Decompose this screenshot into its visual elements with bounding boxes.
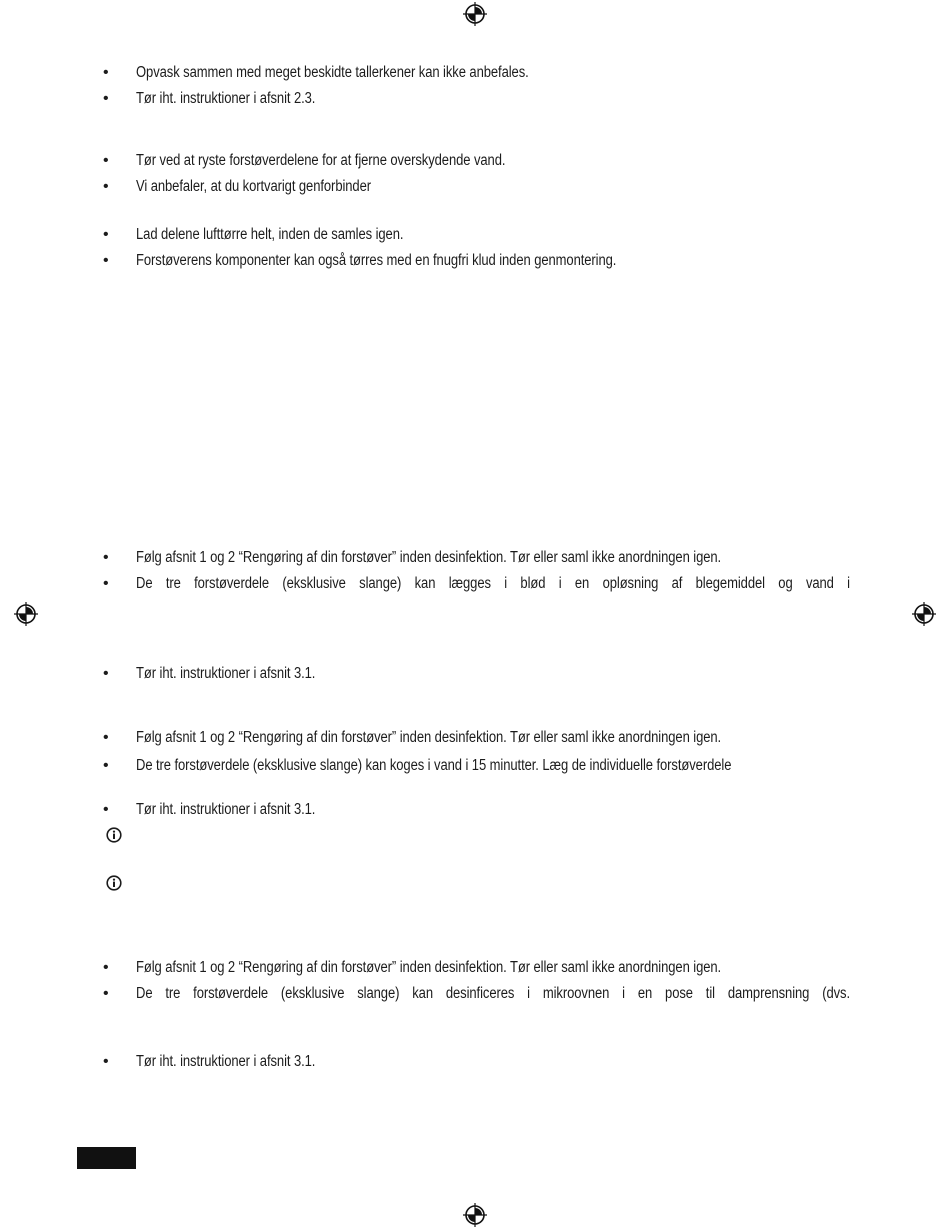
list-item	[103, 88, 349, 110]
list-item	[103, 799, 349, 821]
bullet: •	[103, 549, 109, 566]
list-item	[103, 176, 416, 198]
list-item-text: De tre forstøverdele (eksklusive slange) kan lægges i blød i en opløsning af blegemiddel og vand i	[136, 575, 850, 592]
info-circle-icon	[106, 827, 122, 843]
info-circle-icon	[106, 875, 122, 891]
list-item	[103, 983, 950, 1005]
list-item-text: De tre forstøverdele (eksklusive slange) kan koges i vand i 15 minutter. Læg de individuelle forstøverdele	[136, 757, 732, 774]
list-item	[103, 573, 950, 595]
list-item	[103, 250, 708, 272]
bullet: •	[103, 665, 109, 682]
list-item	[103, 224, 454, 246]
list-item-text: Lad delene lufttørre helt, inden de samles igen.	[136, 226, 404, 243]
list-item	[103, 62, 603, 84]
bullet: •	[103, 1053, 109, 1070]
list-item	[103, 755, 845, 777]
registration-mark-icon	[910, 600, 938, 628]
list-item	[103, 150, 576, 172]
bullet: •	[103, 757, 109, 774]
bullet: •	[103, 178, 109, 195]
list-item	[103, 547, 833, 569]
bullet: •	[103, 801, 109, 818]
bullet: •	[103, 729, 109, 746]
bullet: •	[103, 959, 109, 976]
list-item-text: Forstøverens komponenter kan også tørres med en fnugfri klud inden genmontering.	[136, 252, 617, 269]
list-item	[103, 727, 833, 749]
list-item-text: Tør iht. instruktioner i afsnit 3.1.	[136, 1053, 316, 1070]
list-item-text: Tør iht. instruktioner i afsnit 2.3.	[136, 90, 316, 107]
list-item-text: Tør iht. instruktioner i afsnit 3.1.	[136, 665, 316, 682]
bullet: •	[103, 226, 109, 243]
registration-mark-icon	[461, 0, 489, 28]
list-item-text: Følg afsnit 1 og 2 “Rengøring af din forstøver” inden desinfektion. Tør eller saml ikke anordningen igen.	[136, 959, 722, 976]
list-item-text: De tre forstøverdele (eksklusive slange) kan desinficeres i mikroovnen i en pose til damprensning (dvs.	[136, 985, 850, 1002]
list-item-text: Tør ved at ryste forstøverdelene for at fjerne overskydende vand.	[136, 152, 506, 169]
registration-mark-icon	[461, 1201, 489, 1229]
registration-mark-icon	[12, 600, 40, 628]
bullet: •	[103, 252, 109, 269]
list-item	[103, 957, 833, 979]
bullet: •	[103, 575, 109, 592]
list-item-text: Følg afsnit 1 og 2 “Rengøring af din forstøver” inden desinfektion. Tør eller saml ikke anordningen igen.	[136, 729, 722, 746]
list-item-text: Tør iht. instruktioner i afsnit 3.1.	[136, 801, 316, 818]
list-item-text: Følg afsnit 1 og 2 “Rengøring af din forstøver” inden desinfektion. Tør eller saml ikke anordningen igen.	[136, 549, 722, 566]
list-item-text: Opvask sammen med meget beskidte tallerkener kan ikke anbefales.	[136, 64, 529, 81]
bullet: •	[103, 64, 109, 81]
list-item-text: Vi anbefaler, at du kortvarigt genforbinder	[136, 178, 372, 195]
list-item	[103, 1051, 349, 1073]
bullet: •	[103, 152, 109, 169]
page-tab-marker	[77, 1147, 136, 1169]
bullet: •	[103, 90, 109, 107]
bullet: •	[103, 985, 109, 1002]
list-item	[103, 663, 349, 685]
